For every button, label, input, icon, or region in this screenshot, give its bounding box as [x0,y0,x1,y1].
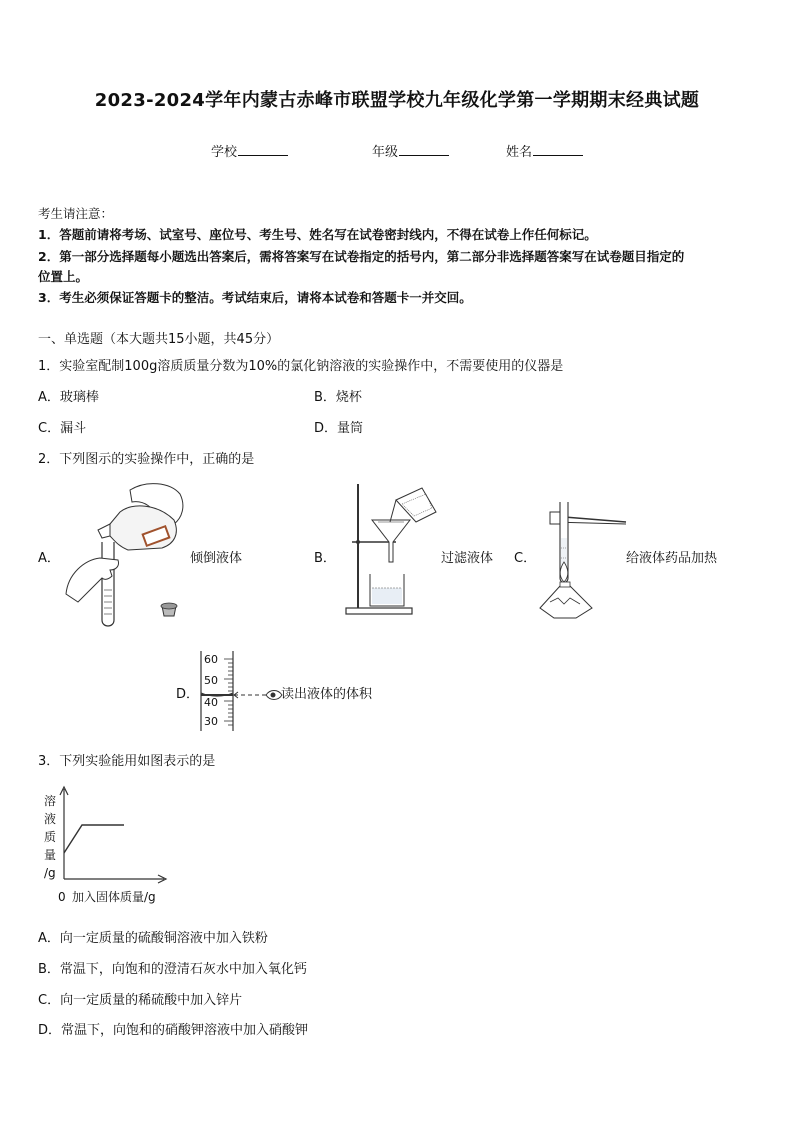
school-label: 学校 [211,145,238,160]
cylinder-mark-60: 60 [204,653,218,666]
name-label: 姓名 [506,145,533,160]
q1-stem: 1．实验室配制100g溶质质量分数为10%的氯化钠溶液的实验操作中，不需要使用的仪器是 [38,359,564,374]
y-label-char-4: 量 [44,848,57,862]
q3-option-c[interactable]: C．向一定质量的稀硫酸中加入锌片 [38,993,243,1008]
q2-stem: 2．下列图示的实验操作中，正确的是 [38,452,255,467]
q3-option-d[interactable]: D．常温下，向饱和的硝酸钾溶液中加入硝酸钾 [38,1023,309,1038]
y-label-char-5: /g [44,866,56,880]
grade-blank[interactable] [399,143,449,156]
q2-option-b-letter[interactable]: B． [314,551,336,566]
graph-origin: 0 [58,890,66,904]
q2-option-c-text: 给液体药品加热 [626,551,718,566]
exam-title: 2023-2024学年内蒙古赤峰市联盟学校九年级化学第一学期期末经典试题 [94,90,700,111]
notice-item-2: 2．第一部分选择题每小题选出答案后，需将答案写在试卷指定的括号内，第二部分非选择题答案写在试卷题目指定的 [38,249,685,264]
pouring-liquid-illustration [58,478,188,628]
notice-item-1: 1．答题前请将考场、试室号、座位号、考生号、姓名写在试卷密封线内，不得在试卷上作任何标记。 [38,227,597,242]
notice-heading: 考生请注意： [38,206,114,221]
q2-option-a-text: 倾倒液体 [190,551,243,566]
grade-field[interactable] [372,141,449,160]
q1-option-a[interactable]: A．玻璃棒 [38,390,99,405]
q3-stem: 3．下列实验能用如图表示的是 [38,754,216,769]
school-field[interactable] [211,141,288,160]
q2-option-d-text: 读出液体的体积 [281,687,373,702]
cylinder-mark-50: 50 [204,674,218,687]
name-blank[interactable] [533,143,583,156]
q2-option-d-letter[interactable]: D． [176,687,200,702]
x-axis-label: 加入固体质量/g [72,890,156,904]
section-heading: 一、单选题（本大题共15小题，共45分） [38,332,280,347]
school-blank[interactable] [238,143,288,156]
q1-option-d[interactable]: D．量筒 [314,421,364,436]
y-label-char-3: 质 [44,830,57,844]
y-label-char-2: 液 [44,812,57,826]
q3-option-b[interactable]: B．常温下，向饱和的澄清石灰水中加入氧化钙 [38,962,307,977]
y-label-char-1: 溶 [44,794,57,808]
notice-item-2-cont: 位置上。 [38,269,89,284]
eye-icon [266,691,282,700]
q1-option-b[interactable]: B．烧杯 [314,390,362,405]
q2-option-b-text: 过滤液体 [441,551,494,566]
mass-graph [36,783,172,909]
name-field[interactable] [506,141,583,160]
cylinder-mark-30: 30 [204,715,218,728]
notice-item-3: 3．考生必须保证答题卡的整洁。考试结束后，请将本试卷和答题卡一并交回。 [38,290,472,305]
graduated-cylinder-reading-illustration [198,649,286,733]
grade-label: 年级 [372,145,399,160]
q2-option-c-letter[interactable]: C． [514,551,537,566]
heating-liquid-illustration [536,498,628,620]
graph-curve [64,825,124,853]
q3-option-a[interactable]: A．向一定质量的硫酸铜溶液中加入铁粉 [38,931,268,946]
filtration-illustration [340,482,440,618]
cylinder-mark-40: 40 [204,696,218,709]
q1-option-c[interactable]: C．漏斗 [38,421,87,436]
q2-option-a-letter[interactable]: A． [38,551,60,566]
